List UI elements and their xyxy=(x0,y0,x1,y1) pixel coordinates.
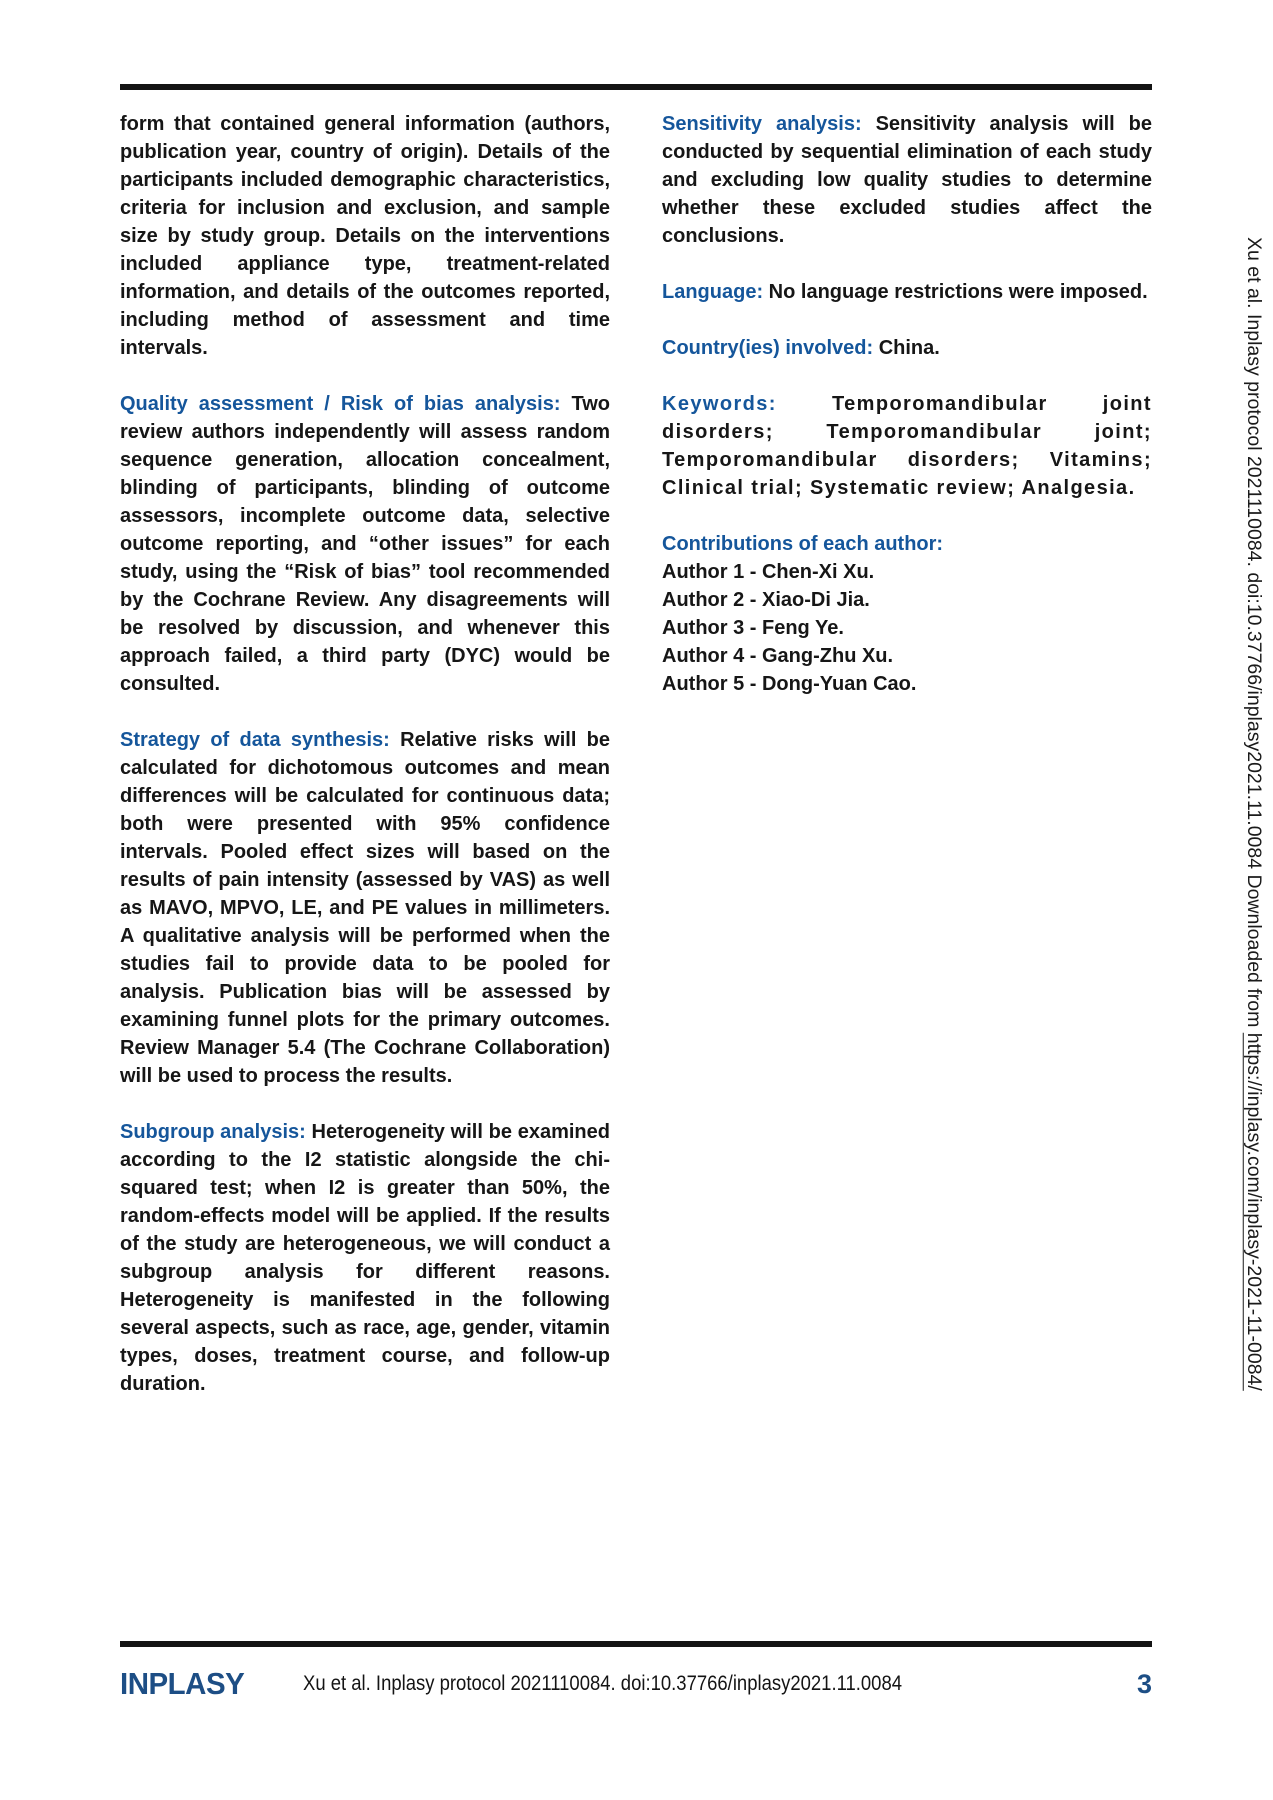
section-heading: Country(ies) involved: xyxy=(662,337,879,359)
author-line: Author 1 - Chen-Xi Xu. xyxy=(662,561,875,583)
paragraph-continuation xyxy=(120,110,610,362)
author-line: Author 3 - Feng Ye. xyxy=(662,617,844,639)
page-footer xyxy=(120,1666,1152,1702)
page-content xyxy=(120,110,1152,1426)
section-heading: Quality assessment / Risk of bias analysis: xyxy=(120,393,572,415)
author-line: Author 2 - Xiao-Di Jia. xyxy=(662,589,870,611)
sidebar-citation xyxy=(1241,237,1267,1391)
paragraph-text: China. xyxy=(878,337,940,359)
section-heading: Subgroup analysis: xyxy=(120,1121,312,1143)
inplasy-logo: INPLASY xyxy=(120,1666,245,1701)
section-heading: Strategy of data synthesis: xyxy=(120,729,401,751)
sidebar-citation-text: Xu et al. Inplasy protocol 2021110084. doi:10.37766/inplasy2021.11.0084 Downloaded from xyxy=(1243,237,1265,1033)
paragraph-strategy-data-synthesis xyxy=(120,726,610,1090)
section-heading: Language: xyxy=(662,281,769,303)
paragraph-author-contributions xyxy=(662,530,1152,698)
footer-rule xyxy=(120,1641,1152,1647)
paragraph-subgroup-analysis xyxy=(120,1118,610,1398)
left-column xyxy=(120,110,610,1426)
author-line: Author 5 - Dong-Yuan Cao. xyxy=(662,673,917,695)
right-column xyxy=(662,110,1152,1426)
section-heading: Sensitivity analysis: xyxy=(662,113,876,135)
paragraph-text: Heterogeneity will be examined according to the I2 statistic alongside the chi-squared test; when I2 is greater than 50%, the random-effects model will be applied. If the results of the study are heterogeneous, we will conduct a subgroup analysis for different reasons. Heterogeneity is manifested in the following several aspects, such as race, age, gender, vitamin types, doses, treatment course, and follow-up duration. xyxy=(120,1121,610,1395)
paragraph-keywords xyxy=(662,390,1152,502)
author-line: Author 4 - Gang-Zhu Xu. xyxy=(662,645,894,667)
paragraph-text: Sensitivity analysis will be conducted by sequential elimination of each study and excluding low quality studies to determine whether these excluded studies affect the conclusions. xyxy=(662,113,1152,247)
paragraph-text: Temporomandibular joint disorders; Temporomandibular joint; Temporomandibular disorders; Vitamins; Clinical trial; Systematic review; Analgesia. xyxy=(662,393,1152,499)
paragraph-text: Relative risks will be calculated for dichotomous outcomes and mean differences will be calculated for continuous data; both were presented with 95% confidence intervals. Pooled effect sizes will based on the results of pain intensity (assessed by VAS) as well as MAVO, MPVO, LE, and PE values in millimeters. A qualitative analysis will be performed when the studies fail to provide data to be pooled for analysis. Publication bias will be assessed by examining funnel plots for the primary outcomes. Review Manager 5.4 (The Cochrane Collaboration) will be used to process the results. xyxy=(120,729,611,1087)
page-number: 3 xyxy=(1136,1668,1152,1699)
paragraph-quality-assessment xyxy=(120,390,610,698)
section-heading: Contributions of each author: xyxy=(662,533,944,555)
section-heading: Keywords: xyxy=(662,393,832,415)
paragraph-sensitivity-analysis xyxy=(662,110,1152,250)
paragraph-language xyxy=(662,278,1152,306)
paragraph-text: Two review authors independently will assess random sequence generation, allocation concealment, blinding of participants, blinding of outcome assessors, incomplete outcome data, selective outcome reporting, and “other issues” for each study, using the “Risk of bias” tool recommended by the Cochrane Review. Any disagreements will be resolved by discussion, and whenever this approach failed, a third party (DYC) would be consulted. xyxy=(120,393,610,695)
paragraph-text: No language restrictions were imposed. xyxy=(768,281,1148,303)
paragraph-text: form that contained general information (authors, publication year, country of origin). Details of the participants included demographic characteristics, criteria for inclusion and exclusion, and sample size by study group. Details on the interventions included appliance type, treatment-related information, and details of the outcomes reported, including method of assessment and time intervals. xyxy=(120,113,610,359)
paragraph-countries-involved xyxy=(662,334,1152,362)
sidebar-citation-link[interactable]: https://inplasy.com/inplasy-2021-11-0084/ xyxy=(1243,1032,1265,1391)
top-rule xyxy=(120,84,1152,90)
footer-citation: Xu et al. Inplasy protocol 2021110084. doi:10.37766/inplasy2021.11.0084 xyxy=(302,1672,902,1695)
